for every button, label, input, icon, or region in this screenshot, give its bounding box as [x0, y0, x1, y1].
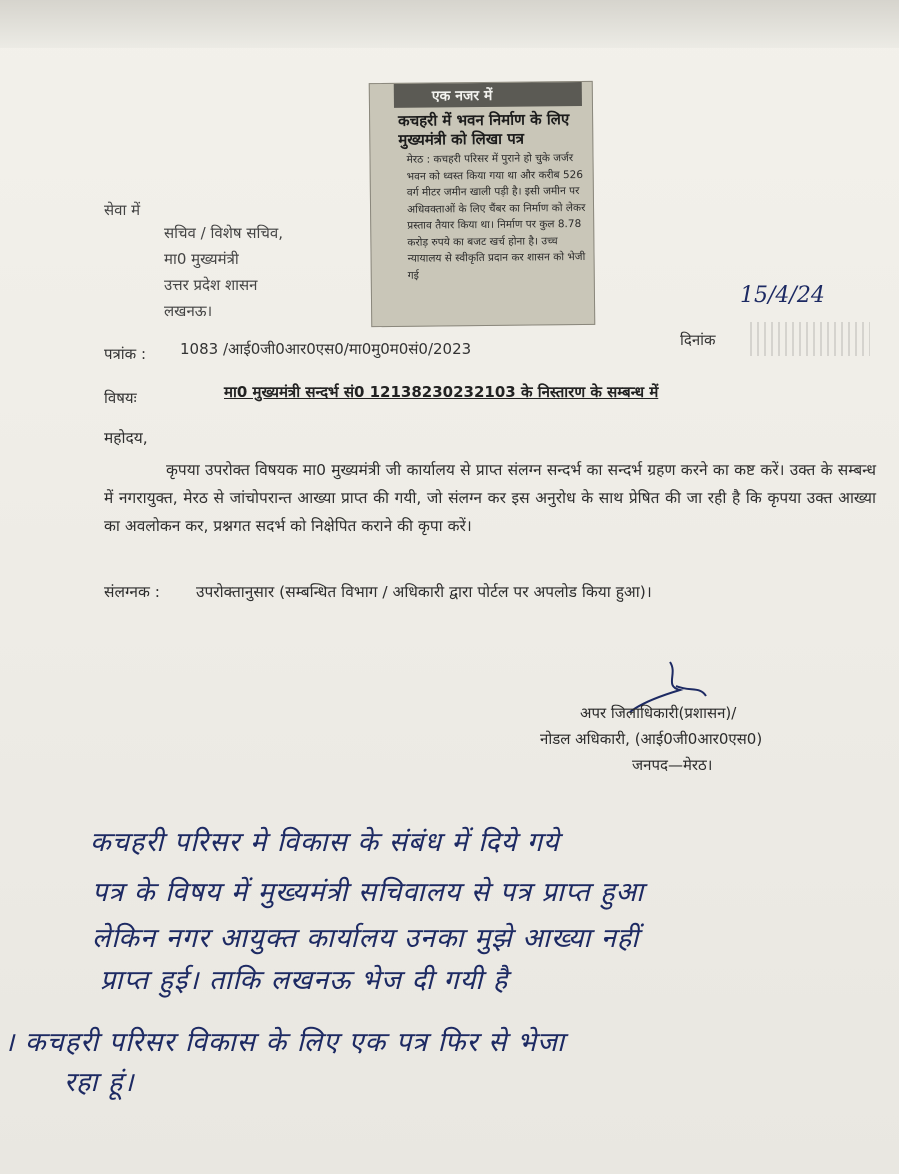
address-line-4: लखनऊ। — [164, 302, 213, 320]
newspaper-clipping — [369, 81, 596, 327]
address-to: सेवा में — [104, 201, 141, 219]
handwritten-note-line-5: । कचहरी परिसर विकास के लिए एक पत्र फिर से भेजा — [4, 1027, 565, 1058]
clipping-header: एक नजर में — [394, 82, 582, 108]
enclosure-text: उपरोक्तानुसार (सम्बन्धित विभाग / अधिकारी द्वारा पोर्टल पर अपलोड किया हुआ)। — [196, 583, 652, 601]
signatory-designation-2: नोडल अधिकारी, (आई0जी0आर0एस0) — [540, 730, 763, 748]
greeting: महोदय, — [104, 429, 148, 447]
handwritten-note-line-1: कचहरी परिसर मे विकास के संबंध में दिये गये — [90, 827, 560, 858]
reference-label: पत्रांक : — [104, 345, 147, 363]
address-line-1: सचिव / विशेष सचिव, — [164, 224, 284, 242]
date-label: दिनांक — [680, 331, 716, 349]
handwritten-note-line-6: रहा हूं। — [64, 1067, 135, 1098]
subject-label: विषयः — [104, 389, 137, 407]
handwritten-note-line-3: लेकिन नगर आयुक्त कार्यालय उनका मुझे आख्या नहीं — [92, 923, 640, 954]
body-paragraph: कृपया उपरोक्त विषयक मा0 मुख्यमंत्री जी कार्यालय से प्राप्त संलग्न सन्दर्भ का सन्दर्भ ग्रहण करने का कष्ट करें। उक्त के सम्बन्ध में नगरायुक्त, मेरठ से जांचोपरान्त आख्या प्राप्त की गयी, जो संलग्न कर इस अनुरोध के साथ प्रेषित की जा रही है कि कृपया उक्त आख्या का अवलोकन कर, प्रश्नगत सदर्भ को निक्षेपित कराने की कृपा करें। — [104, 461, 876, 535]
clipping-headline: कचहरी में भवन निर्माण के लिए मुख्यमंत्री को लिखा पत्र — [398, 110, 570, 149]
handwritten-date: 15/4/24 — [740, 283, 825, 308]
address-line-2: मा0 मुख्यमंत्री — [164, 250, 239, 268]
handwritten-note-line-2: पत्र के विषय में मुख्यमंत्री सचिवालय से पत्र प्राप्त हुआ — [92, 877, 645, 908]
signatory-designation-1: अपर जिलाधिकारी(प्रशासन)/ — [580, 704, 737, 722]
redacted-date-scribble — [750, 322, 870, 356]
enclosure-label: संलग्नक : — [104, 583, 160, 601]
subject-text: मा0 मुख्यमंत्री सन्दर्भ सं0 12138230232103 के निस्तारण के सम्बन्ध में — [224, 383, 659, 401]
handwritten-note-line-4: प्राप्त हुई। ताकि लखनऊ भेज दी गयी है — [100, 965, 509, 996]
reference-number: 1083 /आई0जी0आर0एस0/मा0मु0म0सं0/2023 — [180, 340, 472, 358]
paper-fold-shadow — [0, 0, 899, 48]
clipping-body: मेरठ : कचहरी परिसर में पुराने हो चुके जर्जर भवन को ध्वस्त किया गया था और करीब 526 वर्ग मीटर जमीन खाली पड़ी है। इसी जमीन पर अधिवक्ताओं के लिए चैंबर का निर्माण को लेकर प्रस्ताव तैयार किया था। निर्माण पर कुल 8.78 करोड़ रुपये का बजट खर्च होना है। उच्च न्यायालय से स्वीकृति प्रदान कर शासन को भेजी गई — [406, 152, 586, 282]
address-line-3: उत्तर प्रदेश शासन — [164, 276, 258, 294]
signatory-location: जनपद—मेरठ। — [632, 756, 713, 774]
